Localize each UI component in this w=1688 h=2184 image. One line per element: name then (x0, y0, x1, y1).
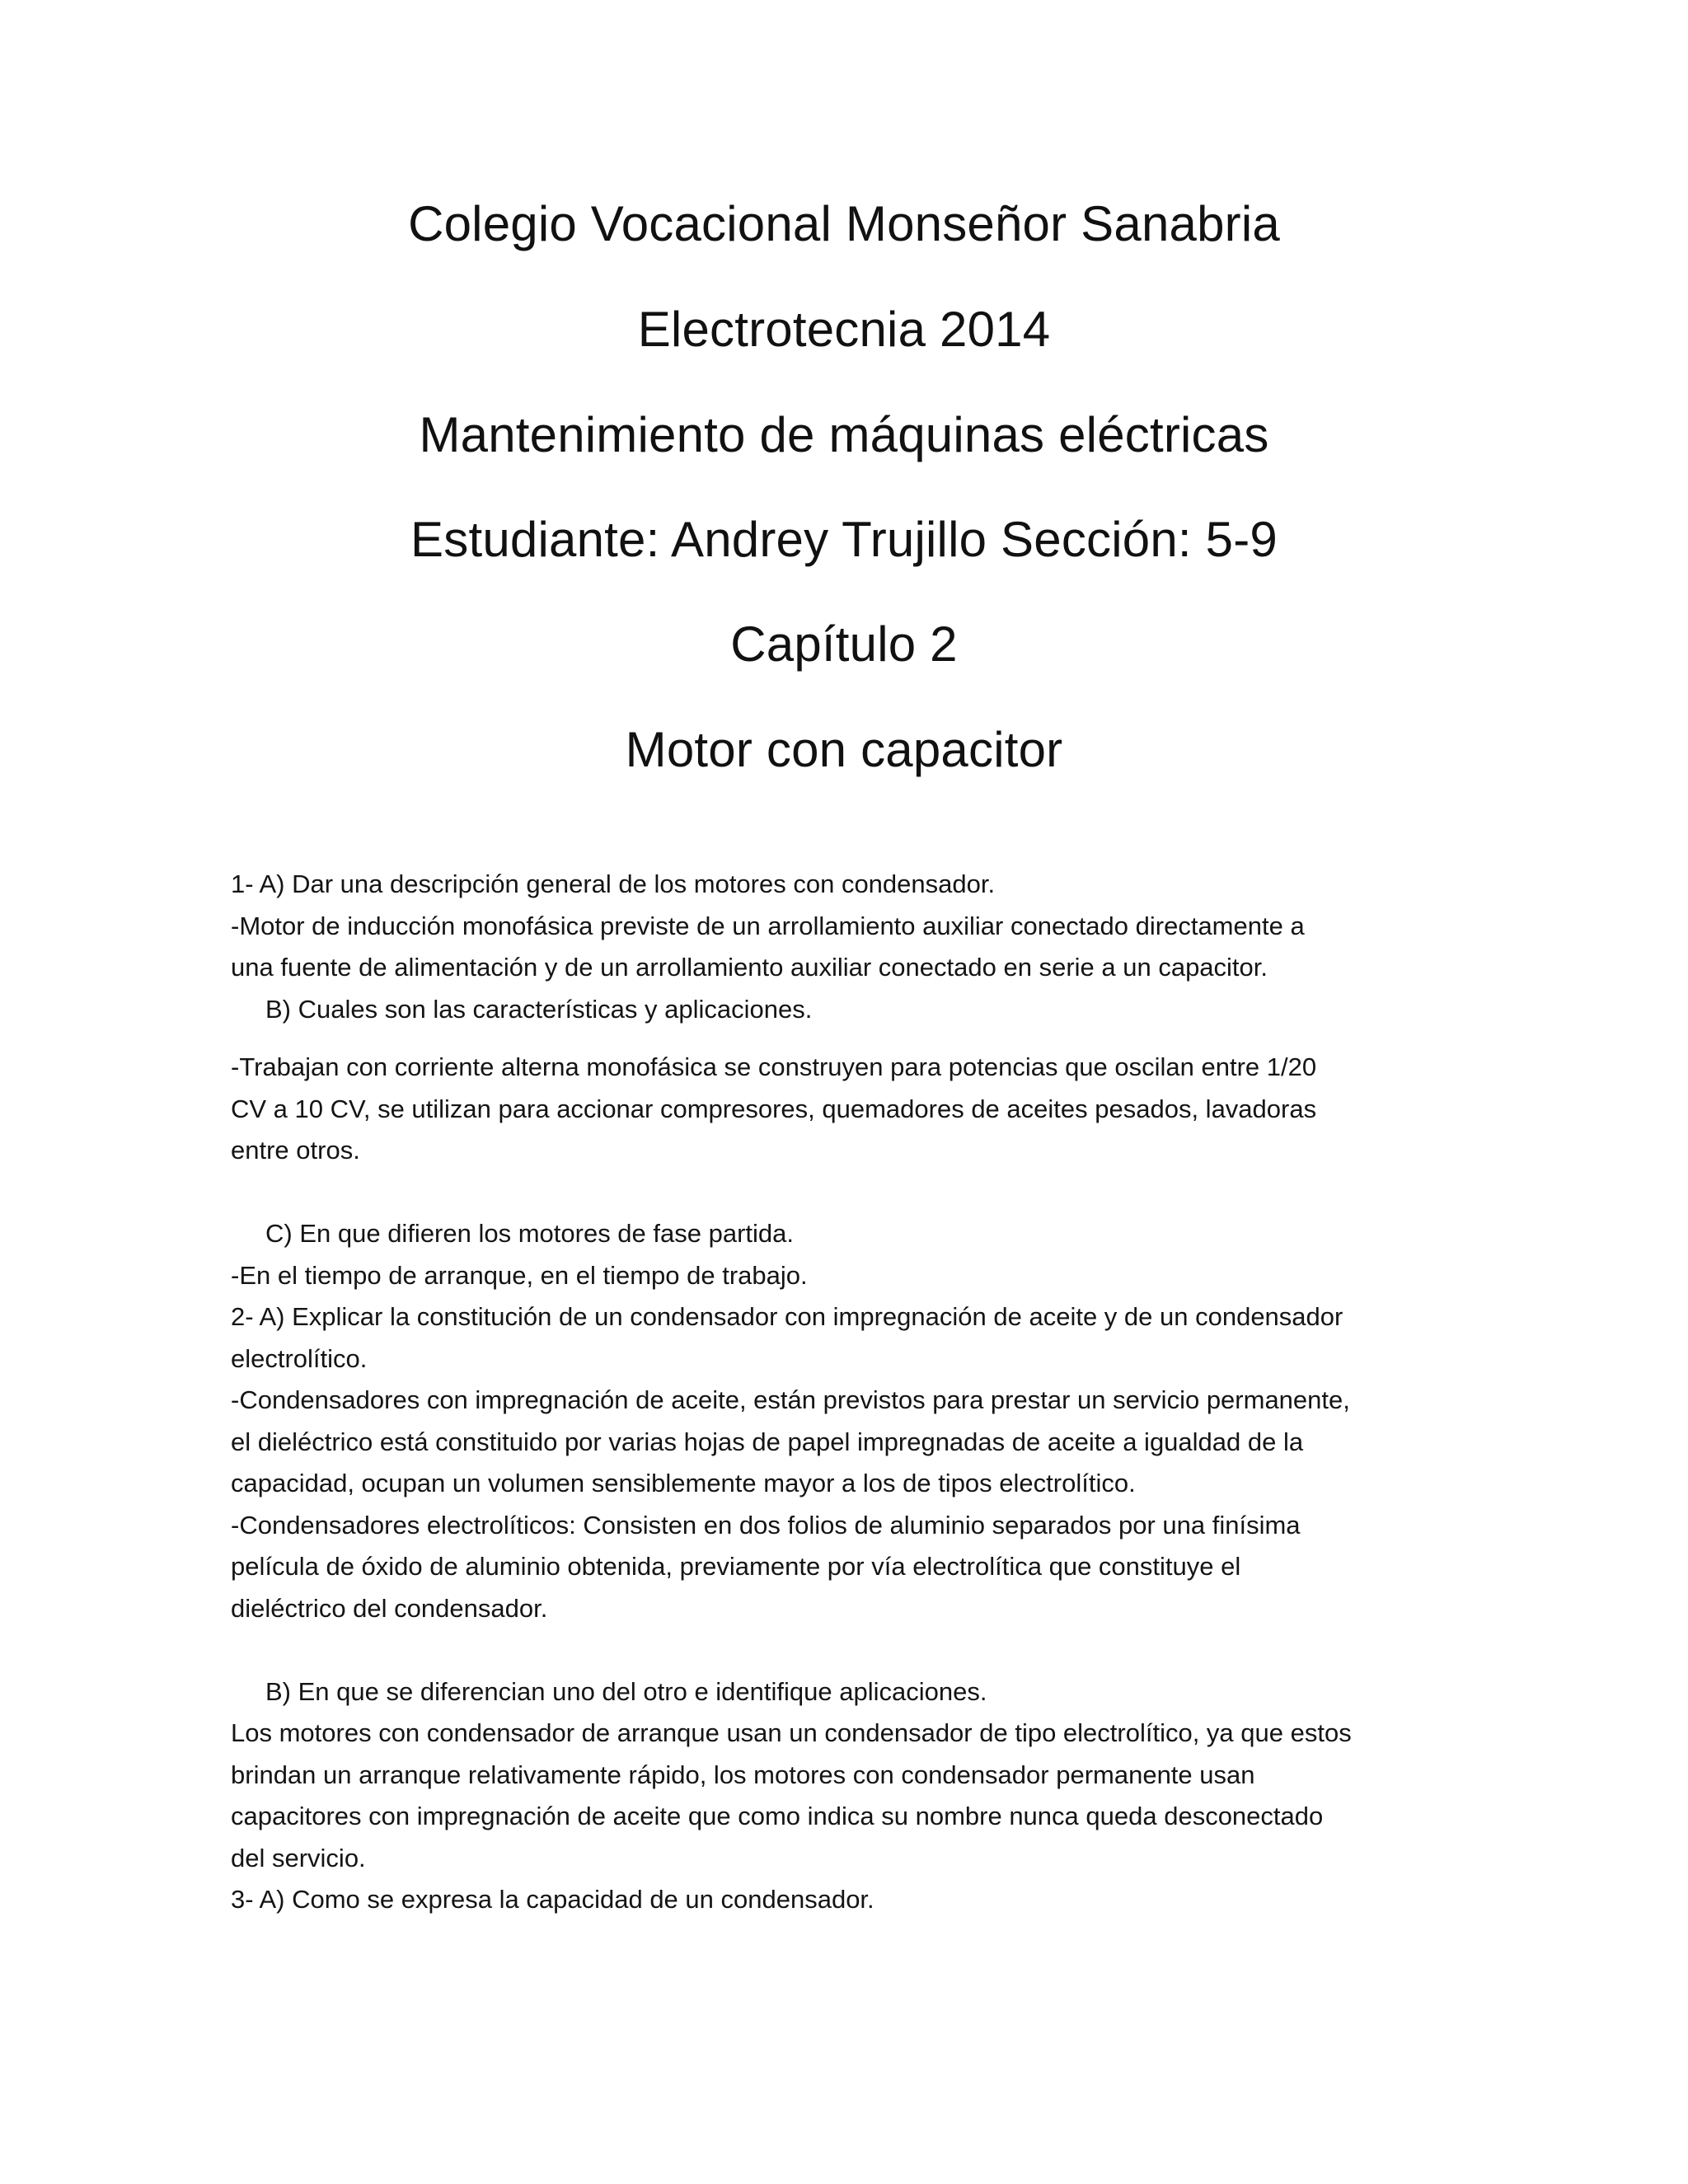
answer-2b-line-3: capacitores con impregnación de aceite que como indica su nombre nunca queda desconectado (231, 1802, 1324, 1830)
course-title: Electrotecnia 2014 (637, 302, 1051, 357)
answer-2a-line-4: -Condensadores electrolíticos: Consisten en dos folios de aluminio separados por una finísima (231, 1510, 1301, 1540)
answer-1a-line-1: -Motor de inducción monofásica previste de un arrollamiento auxiliar conectado directamente a (231, 911, 1305, 940)
answer-2a-line-2: el dieléctrico está constituido por varias hojas de papel impregnadas de aceite a igualdad de la (231, 1427, 1304, 1456)
answer-1b-line-3: entre otros. (231, 1136, 360, 1165)
student-info: Estudiante: Andrey Trujillo Sección: 5-9 (410, 512, 1278, 567)
question-2a-line-2: electrolítico. (231, 1343, 368, 1373)
question-3a: 3- A) Como se expresa la capacidad de un condensador. (231, 1885, 874, 1914)
question-2b: B) En que se diferencian uno del otro e identifique aplicaciones. (265, 1676, 987, 1706)
question-2a-line-1: 2- A) Explicar la constitución de un condensador con impregnación de aceite y de un condensador (231, 1302, 1343, 1331)
question-1a: 1- A) Dar una descripción general de los motores con condensador. (231, 869, 996, 898)
chapter-title: Capítulo 2 (730, 616, 958, 672)
answer-2b-line-1: Los motores con condensador de arranque usan un condensador de tipo electrolítico, ya que estos (231, 1718, 1352, 1747)
answer-2b-line-2: brindan un arranque relativamente rápido, los motores con condensador permanente usan (231, 1760, 1255, 1789)
question-1c: C) En que difieren los motores de fase partida. (265, 1219, 795, 1248)
answer-1b-line-2: CV a 10 CV, se utilizan para accionar compresores, quemadores de aceites pesados, lavadoras (231, 1094, 1317, 1123)
document-body (231, 864, 1442, 1921)
subject-title: Mantenimiento de máquinas eléctricas (419, 407, 1269, 462)
answer-2a-line-1: -Condensadores con impregnación de aceite, están previstos para prestar un servicio permanente, (231, 1385, 1350, 1414)
answer-2b-line-4: del servicio. (231, 1843, 366, 1872)
spacer (231, 1629, 1442, 1671)
topic-title: Motor con capacitor (625, 722, 1063, 777)
question-1b: B) Cuales son las características y aplicaciones. (265, 994, 813, 1024)
school-name: Colegio Vocacional Monseñor Sanabria (408, 196, 1280, 251)
answer-1a-line-2: una fuente de alimentación y de un arrollamiento auxiliar conectado en serie a un capacitor. (231, 953, 1268, 982)
answer-1c: -En el tiempo de arranque, en el tiempo de trabajo. (231, 1260, 808, 1290)
answer-2a-line-3: capacidad, ocupan un volumen sensiblemente mayor a los de tipos electrolítico. (231, 1469, 1136, 1497)
answer-2a-line-6: dieléctrico del condensador. (231, 1593, 548, 1623)
answer-2a-line-5: película de óxido de aluminio obtenida, previamente por vía electrolítica que constituye el (231, 1552, 1241, 1581)
answer-1b-line-1: -Trabajan con corriente alterna monofásica se construyen para potencias que oscilan entre 1/20 (231, 1052, 1317, 1081)
spacer (231, 1172, 1442, 1214)
spacer (231, 1030, 1442, 1047)
